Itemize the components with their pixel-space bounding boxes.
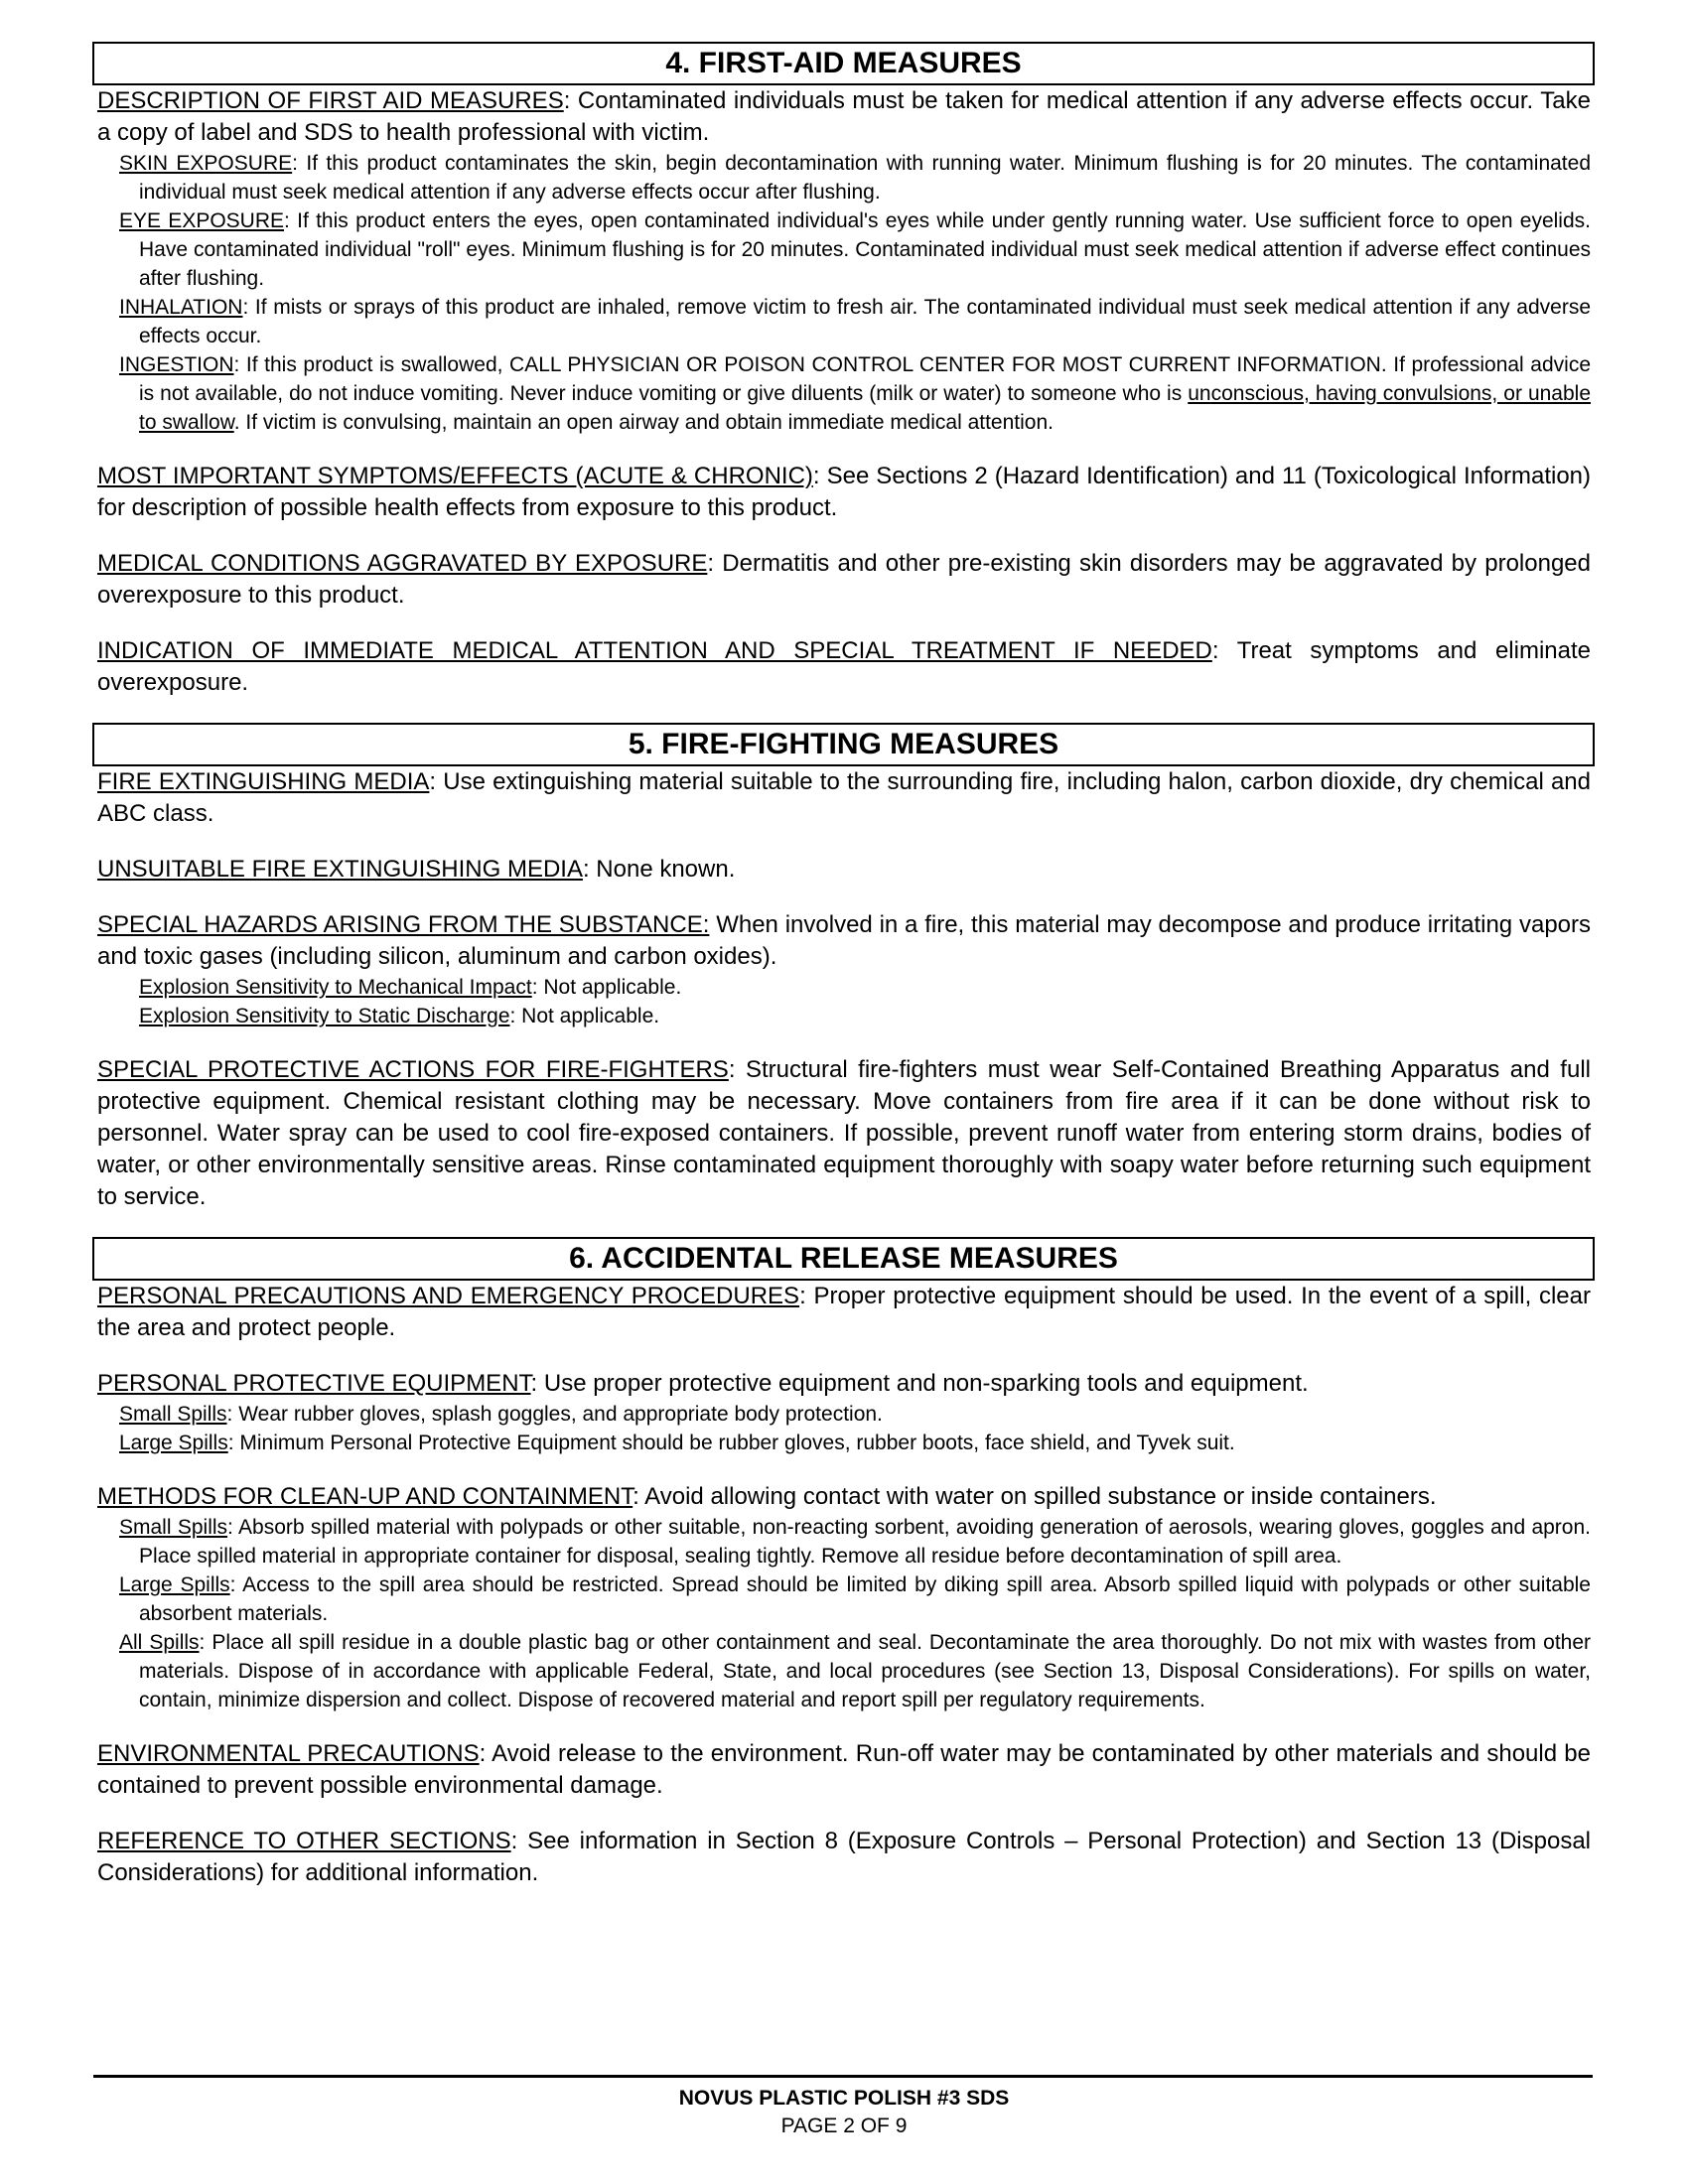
ppe-small-spills: Small Spills: Wear rubber gloves, splash goggles, and appropriate body protection. <box>119 1403 883 1426</box>
cleanup-all-spills: All Spills: Place all spill residue in a double plastic bag or other containment and seal. Decontaminate the area thoroughly. Do not mix with wastes from other materials. Dispose of in accordance with applicable Federal, State, and local procedures (see Section 13, Disposal Considerations). For spills on water, contain, minimize dispersion and collect. Dispose of recovered material and report spill per regulatory requirements. <box>119 1631 1591 1711</box>
first-aid-description: DESCRIPTION OF FIRST AID MEASURES: Contaminated individuals must be taken for medical attention if any adverse effects occur. Take a copy of label and SDS to health professional with victim. <box>97 87 1591 146</box>
page-footer <box>0 2085 1688 2140</box>
inhalation: INHALATION: If mists or sprays of this product are inhaled, remove victim to fresh air. The contaminated individual must seek medical attention if any adverse effects occur. <box>119 296 1591 347</box>
reference-sections: REFERENCE TO OTHER SECTIONS: See information in Section 8 (Exposure Controls – Personal Protection) and Section 13 (Disposal Considerations) for additional information. <box>97 1828 1592 1886</box>
section-4-header: 4. FIRST-AID MEASURES <box>92 42 1595 85</box>
cleanup-large-spills: Large Spills: Access to the spill area should be restricted. Spread should be limited by diking spill area. Absorb spilled liquid with polypads or other suitable absorbent materials. <box>119 1573 1591 1625</box>
unsuitable-media: UNSUITABLE FIRE EXTINGUISHING MEDIA: None known. <box>97 856 736 883</box>
section-6-header: 6. ACCIDENTAL RELEASE MEASURES <box>92 1237 1595 1281</box>
footer-divider <box>93 2075 1593 2078</box>
medical-conditions: MEDICAL CONDITIONS AGGRAVATED BY EXPOSURE: Dermatitis and other pre-existing skin disorders may be aggravated by prolonged overexposure to this product. <box>97 550 1592 609</box>
eye-exposure: EYE EXPOSURE: If this product enters the eyes, open contaminated individual's eyes while under gently running water. Use sufficient force to open eyelids. Have contaminated individual "roll" eyes. Minimum flushing is for 20 minutes. Contaminated individual must seek medical attention if adverse effect continues after flushing. <box>119 209 1591 290</box>
section-5-header: 5. FIRE-FIGHTING MEASURES <box>92 723 1595 766</box>
footer-title: NOVUS PLASTIC POLISH #3 SDS <box>678 2087 1010 2110</box>
environmental-precautions: ENVIRONMENTAL PRECAUTIONS: Avoid release to the environment. Run-off water may be contaminated by other materials and should be contained to prevent possible environmental damage. <box>97 1740 1592 1799</box>
mechanical-impact: Explosion Sensitivity to Mechanical Impact: Not applicable. <box>139 976 682 999</box>
personal-precautions: PERSONAL PRECAUTIONS AND EMERGENCY PROCEDURES: Proper protective equipment should be used. In the event of a spill, clear the area and protect people. <box>97 1283 1591 1341</box>
symptoms-effects: MOST IMPORTANT SYMPTOMS/EFFECTS (ACUTE & CHRONIC): See Sections 2 (Hazard Identification) and 11 (Toxicological Information) for description of possible health effects from exposure to this product. <box>97 463 1592 521</box>
extinguishing-media: FIRE EXTINGUISHING MEDIA: Use extinguishing material suitable to the surrounding fire, including halon, carbon dioxide, dry chemical and ABC class. <box>97 768 1591 827</box>
special-hazards: SPECIAL HAZARDS ARISING FROM THE SUBSTANCE: When involved in a fire, this material may decompose and produce irritating vapors and toxic gases (including silicon, aluminum and carbon oxides). <box>97 911 1592 970</box>
static-discharge: Explosion Sensitivity to Static Discharge: Not applicable. <box>139 1005 660 1027</box>
ppe-large-spills: Large Spills: Minimum Personal Protective Equipment should be rubber gloves, rubber boots, face shield, and Tyvek suit. <box>119 1432 1235 1454</box>
document-page <box>97 42 1591 1889</box>
immediate-attention: INDICATION OF IMMEDIATE MEDICAL ATTENTION AND SPECIAL TREATMENT IF NEEDED: Treat symptoms and eliminate overexposure. <box>97 637 1591 696</box>
personal-protective-equipment: PERSONAL PROTECTIVE EQUIPMENT: Use proper protective equipment and non-sparking tools and equipment. <box>97 1370 1309 1397</box>
skin-exposure: SKIN EXPOSURE: If this product contaminates the skin, begin decontamination with running water. Minimum flushing is for 20 minutes. The contaminated individual must seek medical attention if any adverse effects occur after flushing. <box>119 152 1591 204</box>
protective-actions: SPECIAL PROTECTIVE ACTIONS FOR FIRE-FIGHTERS: Structural fire-fighters must wear Self-Contained Breathing Apparatus and full protective equipment. Chemical resistant clothing may be necessary. Move containers from fire area if it can be done without risk to personnel. Water spray can be used to cool fire-exposed containers. If possible, prevent runoff water from entering storm drains, bodies of water, or other environmentally sensitive areas. Rinse contaminated equipment thoroughly with soapy water before returning such equipment to service. <box>97 1056 1591 1210</box>
cleanup-small-spills: Small Spills: Absorb spilled material with polypads or other suitable, non-reacting sorbent, avoiding generation of aerosols, wearing gloves, goggles and apron. Place spilled material in appropriate container for disposal, sealing tightly. Remove all residue before decontamination of spill area. <box>119 1516 1591 1568</box>
ingestion: INGESTION: If this product is swallowed, CALL PHYSICIAN OR POISON CONTROL CENTER FOR MOST CURRENT INFORMATION. If professional advice is not available, do not induce vomiting. Never induce vomiting or give diluents (milk or water) to someone who is unconscious, having convulsions, or unable to swallow. If victim is convulsing, maintain an open airway and obtain immediate medical attention. <box>119 353 1592 434</box>
cleanup-methods: METHODS FOR CLEAN-UP AND CONTAINMENT: Avoid allowing contact with water on spilled substance or inside containers. <box>97 1483 1437 1510</box>
section-label: DESCRIPTION OF FIRST AID MEASURES <box>97 87 564 114</box>
page-number: PAGE 2 OF 9 <box>780 2115 908 2137</box>
